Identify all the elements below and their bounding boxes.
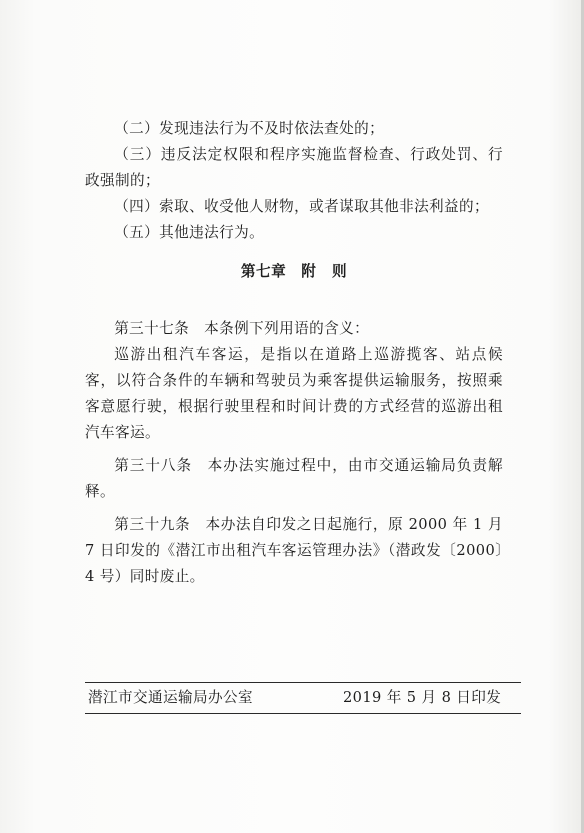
list-item-3: （三）违反法定权限和程序实施监督检查、行政处罚、行政强制的； [85, 146, 503, 189]
chapter-title: 第七章 附 则 [240, 263, 348, 280]
violation-list [85, 116, 503, 246]
footer-issuer: 潜江市交通运输局办公室 [88, 689, 253, 706]
list-item-5: （五）其他违法行为。 [114, 224, 265, 241]
footer-bottom-rule [85, 713, 521, 714]
supplementary-articles [85, 316, 503, 590]
article-37-intro: 第三十七条 本条例下列用语的含义： [114, 320, 370, 337]
footer-date: 2019 年 5 月 8 日印发 [343, 689, 502, 706]
footer-top-rule [85, 682, 521, 683]
footer [85, 685, 521, 711]
article-39: 第三十九条 本办法自印发之日起施行，原 2000 年 1 月 7 日印发的《潜江市出租汽车客运管理办法》（潜政发〔2000〕4 号）同时废止。 [85, 516, 503, 585]
list-item-2: （二）发现违法行为不及时依法查处的； [114, 120, 385, 137]
list-item-4: （四）索取、收受他人财物，或者谋取其他非法利益的； [114, 198, 490, 215]
article-37-definition: 巡游出租汽车客运，是指以在道路上巡游揽客、站点候客，以符合条件的车辆和驾驶员为乘客提供运输服务，按照乘客意愿行驶，根据行驶里程和时间计费的方式经营的巡游出租汽车客运。 [85, 346, 503, 441]
article-38: 第三十八条 本办法实施过程中，由市交通运输局负责解释。 [85, 457, 503, 500]
